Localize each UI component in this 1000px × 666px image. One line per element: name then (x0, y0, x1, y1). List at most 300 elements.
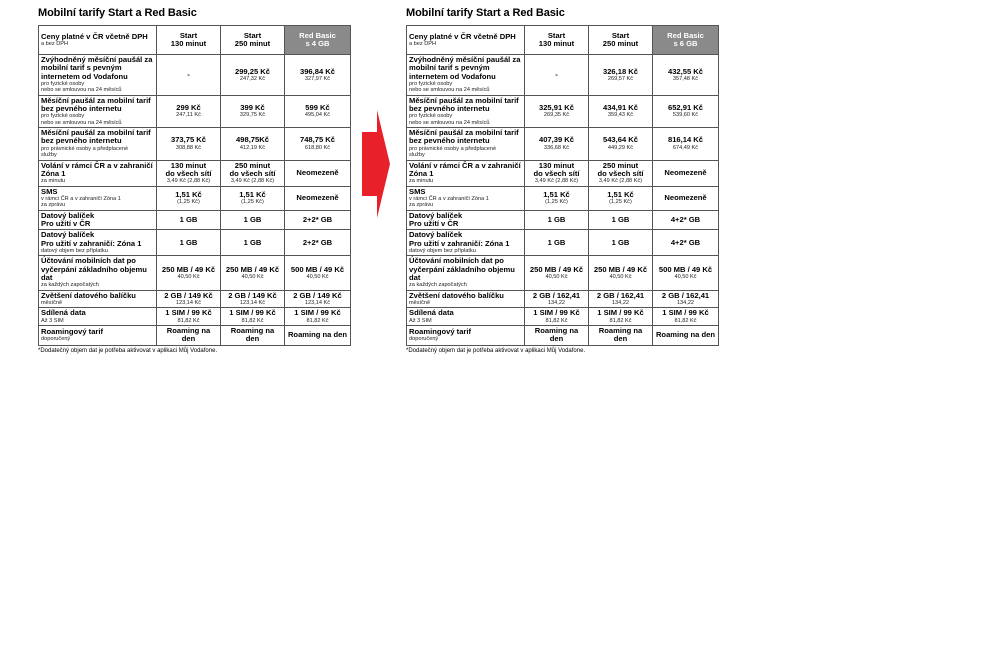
value-cell (221, 290, 285, 308)
value-main: 250 MB / 49 Kč (529, 264, 584, 274)
value-cell (653, 95, 719, 127)
value-cell (157, 290, 221, 308)
value-main: 2+2* GB (302, 214, 333, 224)
value-main: 1 SIM / 99 Kč (662, 308, 709, 318)
row-sublabel: datový objem bez příplatku (41, 247, 108, 254)
column-header-line: Start (243, 30, 262, 40)
value-main: 748,75 Kč (299, 135, 336, 145)
row-label-cell (407, 308, 525, 326)
row-sublabel: doporučený (41, 336, 71, 343)
column-header-1 (157, 26, 221, 55)
value-cell (221, 186, 285, 210)
row-sublabel: v rámci ČR a v zahraničí Zóna 1 (409, 195, 489, 202)
value-cell (525, 308, 589, 326)
value-main: 1 GB (547, 237, 566, 247)
panel-title: Mobilní tarify Start a Red Basic (38, 7, 197, 19)
value-main: do všech sítí (229, 168, 276, 178)
row-label: Měsíční paušál za mobilní tarif (41, 95, 151, 105)
value-sub: 81,82 Kč (674, 317, 697, 324)
row-label: SMS (409, 186, 426, 196)
value-cell (157, 186, 221, 210)
value-sub: 134,22 (676, 299, 695, 306)
value-main: 407,39 Kč (538, 135, 575, 145)
table-row (39, 308, 351, 326)
value-cell (221, 325, 285, 345)
row-label: Volání v rámci ČR a v zahraničí (409, 160, 521, 170)
table-row (39, 325, 351, 345)
value-main: 500 MB / 49 Kč (290, 264, 345, 274)
header-label: Ceny platné v ČR včetně DPH (409, 31, 516, 41)
table-row (407, 230, 719, 256)
value-sub: 81,82 Kč (177, 317, 200, 324)
row-sublabel: za minutu (409, 178, 434, 185)
value-sub: 81,82 Kč (306, 317, 329, 324)
value-sub: 81,82 Kč (609, 317, 632, 324)
value-cell (653, 186, 719, 210)
value-main: 1,51 Kč (175, 189, 202, 199)
row-label: internetem od Vodafonu (409, 71, 496, 81)
value-main: Roaming na den (534, 325, 579, 344)
row-label: mobilní tarif s pevným (41, 63, 122, 73)
value-main: do všech sítí (597, 168, 644, 178)
value-main: Neomezeně (296, 167, 339, 177)
row-label-cell (407, 290, 525, 308)
row-label: Zóna 1 (409, 168, 434, 178)
value-main: 299 Kč (176, 103, 201, 113)
row-sublabel: za každých započatých (41, 282, 99, 289)
row-label: vyčerpání základního objemu (41, 264, 147, 274)
value-cell (589, 160, 653, 186)
table-row (407, 186, 719, 210)
value-cell (589, 290, 653, 308)
value-cell (653, 325, 719, 345)
row-label: Pro užití v zahraničí: Zóna 1 (41, 238, 142, 248)
value-cell (525, 256, 589, 290)
value-cell (285, 55, 351, 96)
row-label: Pro užití v zahraničí: Zóna 1 (409, 238, 510, 248)
value-main: 1 SIM / 99 Kč (597, 308, 644, 318)
value-main: 2 GB / 162,41 (532, 290, 581, 300)
row-label: Sdílená data (409, 308, 454, 318)
value-cell (285, 210, 351, 230)
header-label-cell (407, 26, 525, 55)
table-row (39, 256, 351, 290)
table-row (39, 128, 351, 160)
row-label: Zvětšení datového balíčku (41, 290, 136, 300)
value-main: 2 GB / 149 Kč (228, 290, 277, 300)
value-main: Roaming na den (287, 330, 348, 340)
footnote: *Dodatečný objem dat je potřeba aktivovat v aplikaci Můj Vodafone. (38, 347, 218, 354)
value-main: 299,25 Kč (234, 66, 271, 76)
value-main: 543,64 Kč (602, 135, 639, 145)
value-sub: 269,57 Kč (607, 75, 634, 82)
row-sublabel: nebo se smlouvou na 24 měsíců (409, 87, 490, 94)
value-cell (157, 128, 221, 160)
row-label: Zvětšení datového balíčku (409, 290, 504, 300)
table-row (39, 186, 351, 210)
value-main: 1,51 Kč (607, 189, 634, 199)
row-label-cell (39, 256, 157, 290)
row-label-cell (407, 55, 525, 96)
value-sub: 123,14 Kč (239, 299, 266, 306)
value-cell (525, 230, 589, 256)
row-sublabel: pro právnické osoby a předplacené (409, 145, 497, 152)
value-cell (589, 186, 653, 210)
panel-title: Mobilní tarify Start a Red Basic (406, 7, 565, 19)
row-sublabel: v rámci ČR a v zahraničí Zóna 1 (41, 195, 121, 202)
table-row (407, 308, 719, 326)
value-sub: 308,88 Kč (175, 144, 202, 151)
value-main: 1 GB (179, 214, 198, 224)
value-main: Roaming na den (166, 325, 211, 344)
value-cell (525, 160, 589, 186)
value-main: Neomezeně (664, 167, 707, 177)
header-row (39, 26, 351, 55)
right-arrow-icon (362, 110, 390, 218)
value-main: - (187, 69, 190, 79)
value-main: 250 MB / 49 Kč (161, 264, 216, 274)
value-cell (221, 95, 285, 127)
row-label-cell (39, 290, 157, 308)
value-main: 1 SIM / 99 Kč (165, 308, 212, 318)
value-cell (221, 210, 285, 230)
value-cell (285, 230, 351, 256)
tariff-panel-old (38, 6, 350, 355)
value-sub: 123,14 Kč (304, 299, 331, 306)
row-sublabel: datový objem bez příplatku (409, 247, 476, 254)
value-main: 500 MB / 49 Kč (658, 264, 713, 274)
value-sub: 269,35 Kč (543, 112, 570, 119)
row-label: Roamingový tarif (41, 326, 104, 336)
row-sublabel: za minutu (41, 178, 66, 185)
value-cell (285, 256, 351, 290)
header-label: Ceny platné v ČR včetně DPH (41, 31, 148, 41)
value-cell (157, 95, 221, 127)
value-main: 434,91 Kč (602, 103, 639, 113)
row-sublabel: za každých započatých (409, 282, 467, 289)
row-label: Pro užití v ČR (409, 218, 459, 228)
value-sub: 495,04 Kč (304, 112, 331, 119)
value-sub: 123,14 Kč (175, 299, 202, 306)
value-cell (221, 230, 285, 256)
value-cell (589, 210, 653, 230)
value-cell (157, 210, 221, 230)
value-cell (525, 95, 589, 127)
row-sublabel: Až 3 SIM (41, 317, 64, 324)
header-sublabel: a bez DPH (41, 40, 69, 47)
value-sub: 412,19 Kč (239, 144, 266, 151)
value-sub: 40,50 Kč (177, 273, 200, 280)
value-cell (157, 230, 221, 256)
value-cell (285, 290, 351, 308)
row-label-cell (407, 230, 525, 256)
row-sublabel: za zprávu (41, 202, 66, 209)
value-main: 396,84 Kč (299, 66, 336, 76)
value-main: 130 minut (538, 160, 575, 170)
value-main: 1,51 Kč (239, 189, 266, 199)
value-cell (525, 128, 589, 160)
value-main: 399 Kč (240, 103, 265, 113)
value-main: Neomezeně (664, 192, 707, 202)
row-label-cell (39, 128, 157, 160)
value-cell (285, 160, 351, 186)
row-label: Sdílená data (41, 308, 86, 318)
value-cell (589, 325, 653, 345)
table-row (407, 256, 719, 290)
row-label: Datový balíček (409, 210, 463, 220)
row-sublabel: Až 3 SIM (409, 317, 432, 324)
column-header-line: Start (611, 30, 630, 40)
value-sub: 336,68 Kč (543, 144, 570, 151)
tariff-table (406, 25, 719, 346)
value-sub: 359,43 Kč (607, 112, 634, 119)
column-header-2 (589, 26, 653, 55)
value-sub: 449,29 Kč (607, 144, 634, 151)
value-sub: 40,50 Kč (306, 273, 329, 280)
value-main: do všech sítí (533, 168, 580, 178)
table-row (407, 55, 719, 96)
value-main: do všech sítí (165, 168, 212, 178)
row-label: Účtování mobilních dat po (409, 256, 504, 266)
column-header-line: 250 minut (602, 39, 639, 48)
value-cell (653, 210, 719, 230)
value-main: 2 GB / 149 Kč (293, 290, 342, 300)
value-main: 4+2* GB (670, 214, 701, 224)
value-cell (221, 256, 285, 290)
row-label-cell (407, 160, 525, 186)
value-main: Roaming na den (230, 325, 275, 344)
row-sublabel: měsíčně (409, 299, 431, 306)
column-header-line: s 4 GB (305, 39, 330, 48)
row-label: bez pevného internetu (41, 104, 122, 113)
value-sub: 247,32 Kč (239, 75, 266, 82)
tariff-panel-new (406, 6, 718, 355)
row-sublabel: služby (409, 152, 425, 159)
column-header-1 (525, 26, 589, 55)
value-sub: (1,25 Kč) (241, 199, 264, 206)
value-main: 1 SIM / 99 Kč (229, 308, 276, 318)
row-label-cell (39, 160, 157, 186)
value-cell (653, 160, 719, 186)
row-label-cell (39, 95, 157, 127)
value-sub: 134,22 (547, 299, 566, 306)
value-main: 2 GB / 149 Kč (164, 290, 213, 300)
value-sub: (1,25 Kč) (609, 199, 632, 206)
value-sub: 81,82 Kč (545, 317, 568, 324)
value-main: 2+2* GB (302, 237, 333, 247)
tariff-table (38, 25, 351, 346)
row-label: bez pevného internetu (409, 136, 490, 146)
value-main: 130 minut (170, 160, 207, 170)
value-cell (157, 256, 221, 290)
row-label: Roamingový tarif (409, 326, 472, 336)
row-sublabel: pro fyzické osoby (409, 113, 453, 120)
row-sublabel: doporučený (409, 336, 439, 343)
value-main: 250 MB / 49 Kč (593, 264, 648, 274)
row-label: vyčerpání základního objemu (409, 264, 515, 274)
value-main: 1 SIM / 99 Kč (294, 308, 341, 318)
table-row (39, 290, 351, 308)
row-label: Zvýhodněný měsíční paušál za (41, 55, 153, 64)
value-sub: 618,80 Kč (304, 144, 331, 151)
row-label-cell (407, 95, 525, 127)
value-sub: (1,25 Kč) (545, 199, 568, 206)
row-label: Účtování mobilních dat po (41, 256, 136, 266)
column-header-line: Start (547, 30, 566, 40)
value-cell (525, 55, 589, 96)
row-label-cell (39, 210, 157, 230)
row-sublabel: služby (41, 152, 57, 159)
row-label: Měsíční paušál za mobilní tarif (41, 128, 151, 138)
value-cell (525, 210, 589, 230)
value-cell (589, 256, 653, 290)
value-main: 250 MB / 49 Kč (225, 264, 280, 274)
value-cell (221, 128, 285, 160)
row-label: Datový balíček (409, 230, 463, 240)
value-main: - (555, 69, 558, 79)
row-label-cell (39, 308, 157, 326)
row-label-cell (407, 325, 525, 345)
value-main: 326,18 Kč (602, 66, 639, 76)
value-cell (285, 128, 351, 160)
value-sub: 539,60 Kč (672, 112, 699, 119)
value-cell (221, 308, 285, 326)
row-label-cell (39, 55, 157, 96)
value-sub: 40,50 Kč (241, 273, 264, 280)
column-header-line: 250 minut (234, 39, 271, 48)
row-label: dat (41, 272, 53, 282)
value-sub: (1,25 Kč) (177, 199, 200, 206)
value-main: 1 GB (611, 214, 630, 224)
value-main: 4+2* GB (670, 237, 701, 247)
value-sub: 40,50 Kč (545, 273, 568, 280)
value-main: 1 SIM / 99 Kč (533, 308, 580, 318)
value-cell (525, 325, 589, 345)
column-header-line: Red Basic (667, 30, 704, 40)
row-label: dat (409, 272, 421, 282)
row-sublabel: za zprávu (409, 202, 434, 209)
value-cell (285, 325, 351, 345)
column-header-line: 130 minut (170, 39, 207, 48)
value-main: 2 GB / 162,41 (661, 290, 710, 300)
value-sub: 3,49 Kč (2,88 Kč) (230, 178, 275, 185)
value-main: 325,91 Kč (538, 103, 575, 113)
table-row (407, 325, 719, 345)
row-label-cell (39, 186, 157, 210)
value-sub: 3,49 Kč (2,88 Kč) (534, 178, 579, 185)
column-header-line: Red Basic (299, 30, 336, 40)
value-cell (653, 230, 719, 256)
column-header-line: s 6 GB (673, 39, 698, 48)
value-cell (285, 95, 351, 127)
value-main: 1,51 Kč (543, 189, 570, 199)
value-main: Neomezeně (296, 192, 339, 202)
value-sub: 3,49 Kč (2,88 Kč) (598, 178, 643, 185)
row-label: Měsíční paušál za mobilní tarif (409, 128, 519, 138)
row-label: Datový balíček (41, 210, 95, 220)
row-label-cell (39, 325, 157, 345)
row-sublabel: měsíčně (41, 299, 63, 306)
row-label: internetem od Vodafonu (41, 71, 128, 81)
value-cell (589, 230, 653, 256)
value-main: 1 GB (611, 237, 630, 247)
value-cell (653, 128, 719, 160)
table-row (39, 95, 351, 127)
value-sub: 3,49 Kč (2,88 Kč) (166, 178, 211, 185)
table-row (39, 55, 351, 96)
row-label-cell (407, 256, 525, 290)
value-main: 432,55 Kč (667, 66, 704, 76)
value-sub: 134,22 (611, 299, 630, 306)
row-label-cell (407, 128, 525, 160)
row-label-cell (39, 230, 157, 256)
row-sublabel: pro fyzické osoby (41, 80, 85, 87)
value-sub: 357,48 Kč (672, 75, 699, 82)
row-label: Volání v rámci ČR a v zahraničí (41, 160, 153, 170)
row-label: Zvýhodněný měsíční paušál za (409, 55, 521, 64)
value-main: 498,75Kč (236, 135, 269, 145)
row-sublabel: nebo se smlouvou na 24 měsíců (41, 119, 122, 126)
column-header-3 (285, 26, 351, 55)
value-cell (525, 290, 589, 308)
value-sub: 40,50 Kč (674, 273, 697, 280)
row-label-cell (407, 186, 525, 210)
table-row (39, 210, 351, 230)
value-main: 816,14 Kč (667, 135, 704, 145)
table-row (407, 290, 719, 308)
value-main: Roaming na den (598, 325, 643, 344)
table-row (39, 160, 351, 186)
value-cell (285, 308, 351, 326)
value-cell (221, 55, 285, 96)
row-sublabel: pro fyzické osoby (409, 80, 453, 87)
value-main: 599 Kč (305, 103, 330, 113)
value-cell (157, 308, 221, 326)
row-label: Měsíční paušál za mobilní tarif (409, 95, 519, 105)
value-cell (285, 186, 351, 210)
row-label: bez pevného internetu (41, 136, 122, 146)
value-main: 2 GB / 162,41 (596, 290, 645, 300)
value-sub: 81,82 Kč (241, 317, 264, 324)
value-cell (525, 186, 589, 210)
table-row (39, 230, 351, 256)
value-cell (157, 325, 221, 345)
value-cell (157, 55, 221, 96)
value-main: 652,91 Kč (667, 103, 704, 113)
row-label: mobilní tarif s pevným (409, 63, 490, 73)
row-sublabel: pro fyzické osoby (41, 113, 85, 120)
column-header-3 (653, 26, 719, 55)
value-main: 1 GB (547, 214, 566, 224)
header-sublabel: a bez DPH (409, 40, 437, 47)
value-cell (589, 308, 653, 326)
column-header-2 (221, 26, 285, 55)
value-cell (653, 55, 719, 96)
row-sublabel: nebo se smlouvou na 24 měsíců (409, 119, 490, 126)
value-main: 373,75 Kč (170, 135, 207, 145)
value-cell (157, 160, 221, 186)
value-main: 1 GB (179, 237, 198, 247)
table-row (407, 210, 719, 230)
value-main: 250 minut (234, 160, 271, 170)
value-cell (653, 256, 719, 290)
value-cell (589, 128, 653, 160)
value-sub: 329,75 Kč (239, 112, 266, 119)
row-label: bez pevného internetu (409, 104, 490, 113)
value-cell (589, 55, 653, 96)
value-sub: 247,11 Kč (176, 112, 201, 119)
value-main: 1 GB (243, 214, 262, 224)
